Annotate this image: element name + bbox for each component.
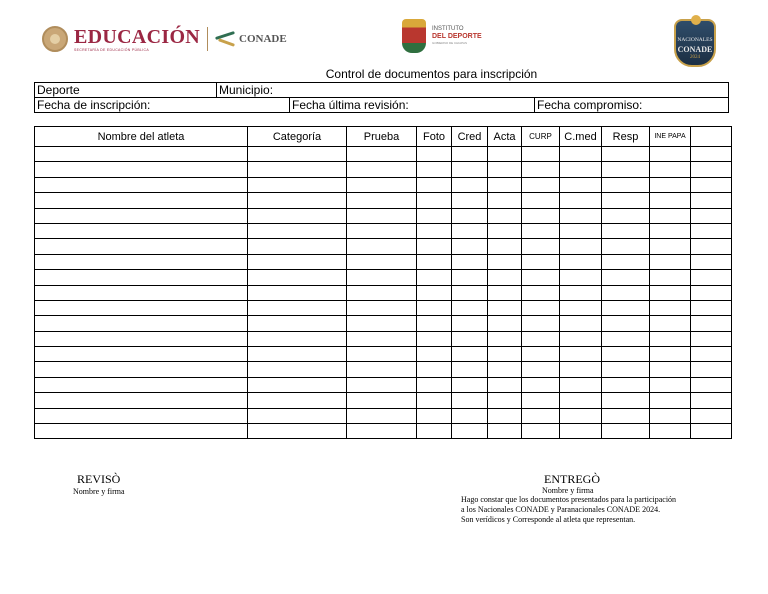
- table-cell[interactable]: [488, 362, 522, 377]
- table-row: [35, 162, 732, 177]
- table-cell[interactable]: [560, 254, 602, 269]
- table-cell[interactable]: [691, 331, 732, 346]
- table-cell[interactable]: [35, 316, 248, 331]
- declaration-line: a los Nacionales CONADE y Paranacionales CONADE 2024.: [461, 505, 661, 514]
- conade-icon: [215, 30, 237, 48]
- table-cell[interactable]: [248, 347, 347, 362]
- table-row: [35, 147, 732, 162]
- table-cell[interactable]: [452, 331, 488, 346]
- info-row-2: [34, 97, 729, 113]
- table-cell[interactable]: [602, 223, 650, 238]
- table-cell[interactable]: [560, 408, 602, 423]
- table-cell[interactable]: [488, 408, 522, 423]
- table-cell[interactable]: [452, 208, 488, 223]
- table-cell[interactable]: [602, 177, 650, 192]
- table-cell[interactable]: [248, 193, 347, 208]
- header-blank: [691, 127, 732, 147]
- table-cell[interactable]: [522, 377, 560, 392]
- table-cell[interactable]: [691, 177, 732, 192]
- table-cell[interactable]: [650, 147, 691, 162]
- table-cell[interactable]: [35, 270, 248, 285]
- conade-text: CONADE: [239, 33, 287, 45]
- table-cell[interactable]: [522, 239, 560, 254]
- table-body: [35, 147, 732, 439]
- table-cell[interactable]: [560, 347, 602, 362]
- table-cell[interactable]: [602, 347, 650, 362]
- nacionales-logo: [670, 17, 720, 71]
- educacion-subtitle: SECRETARÍA DE EDUCACIÓN PÚBLICA: [74, 47, 149, 52]
- educacion-logo: [42, 24, 287, 54]
- table-row: [35, 300, 732, 315]
- header-acta: Acta: [488, 127, 522, 147]
- table-cell[interactable]: [452, 223, 488, 238]
- table-cell[interactable]: [691, 270, 732, 285]
- table-cell[interactable]: [560, 316, 602, 331]
- entrego-signature-label: Nombre y firma: [542, 486, 594, 495]
- table-cell[interactable]: [248, 424, 347, 439]
- table-cell[interactable]: [488, 300, 522, 315]
- table-cell[interactable]: [522, 300, 560, 315]
- table-cell[interactable]: [452, 300, 488, 315]
- table-cell[interactable]: [488, 223, 522, 238]
- table-cell[interactable]: [650, 331, 691, 346]
- table-cell[interactable]: [691, 208, 732, 223]
- table-cell[interactable]: [488, 208, 522, 223]
- table-row: [35, 424, 732, 439]
- table-cell[interactable]: [650, 193, 691, 208]
- table-cell[interactable]: [560, 270, 602, 285]
- table-cell[interactable]: [650, 408, 691, 423]
- table-row: [35, 347, 732, 362]
- table-cell[interactable]: [452, 270, 488, 285]
- table-cell[interactable]: [417, 424, 452, 439]
- table-cell[interactable]: [417, 362, 452, 377]
- table-cell[interactable]: [602, 316, 650, 331]
- table-cell[interactable]: [560, 285, 602, 300]
- header-curp: CURP: [522, 127, 560, 147]
- table-cell[interactable]: [650, 347, 691, 362]
- table-cell[interactable]: [488, 254, 522, 269]
- table-cell[interactable]: [347, 377, 417, 392]
- table-cell[interactable]: [452, 424, 488, 439]
- table-cell[interactable]: [602, 331, 650, 346]
- table-cell[interactable]: [560, 177, 602, 192]
- table-cell[interactable]: [347, 424, 417, 439]
- table-cell[interactable]: [522, 285, 560, 300]
- table-cell[interactable]: [417, 239, 452, 254]
- header-resp: Resp: [602, 127, 650, 147]
- table-cell[interactable]: [560, 331, 602, 346]
- table-cell[interactable]: [248, 270, 347, 285]
- table-cell[interactable]: [691, 424, 732, 439]
- table-cell[interactable]: [417, 177, 452, 192]
- table-cell[interactable]: [35, 331, 248, 346]
- table-cell[interactable]: [691, 316, 732, 331]
- table-cell[interactable]: [522, 393, 560, 408]
- table-cell[interactable]: [417, 408, 452, 423]
- table-cell[interactable]: [35, 300, 248, 315]
- table-row: [35, 208, 732, 223]
- table-cell[interactable]: [347, 177, 417, 192]
- table-cell[interactable]: [522, 208, 560, 223]
- table-row: [35, 408, 732, 423]
- table-cell[interactable]: [347, 208, 417, 223]
- table-row: [35, 331, 732, 346]
- table-cell[interactable]: [522, 424, 560, 439]
- table-cell[interactable]: [522, 408, 560, 423]
- table-cell[interactable]: [488, 377, 522, 392]
- reviso-label: REVISÒ: [77, 472, 121, 486]
- table-cell[interactable]: [452, 408, 488, 423]
- table-cell[interactable]: [248, 316, 347, 331]
- table-cell[interactable]: [347, 239, 417, 254]
- table-cell[interactable]: [248, 177, 347, 192]
- table-cell[interactable]: [522, 347, 560, 362]
- table-cell[interactable]: [417, 331, 452, 346]
- table-cell[interactable]: [417, 270, 452, 285]
- info-row-1: [34, 82, 729, 98]
- instituto-line1: INSTITUTO: [432, 25, 464, 32]
- table-cell[interactable]: [602, 424, 650, 439]
- table-cell[interactable]: [248, 331, 347, 346]
- table-cell[interactable]: [417, 393, 452, 408]
- table-cell[interactable]: [248, 208, 347, 223]
- table-cell[interactable]: [417, 193, 452, 208]
- table-cell[interactable]: [602, 239, 650, 254]
- table-cell[interactable]: [35, 223, 248, 238]
- declaration-line: Hago constar que los documentos presentados para la participación: [461, 495, 677, 504]
- table-cell[interactable]: [691, 193, 732, 208]
- table-row: [35, 377, 732, 392]
- table-cell[interactable]: [650, 162, 691, 177]
- table-cell[interactable]: [488, 239, 522, 254]
- table-row: [35, 193, 732, 208]
- table-cell[interactable]: [417, 147, 452, 162]
- table-cell[interactable]: [560, 377, 602, 392]
- table-cell[interactable]: [691, 377, 732, 392]
- table-cell[interactable]: [522, 147, 560, 162]
- table-cell[interactable]: [35, 254, 248, 269]
- table-cell[interactable]: [488, 270, 522, 285]
- table-cell[interactable]: [488, 285, 522, 300]
- table-cell[interactable]: [691, 162, 732, 177]
- table-cell[interactable]: [602, 162, 650, 177]
- table-cell[interactable]: [522, 362, 560, 377]
- table-cell[interactable]: [35, 193, 248, 208]
- table-cell[interactable]: [452, 254, 488, 269]
- table-cell[interactable]: [560, 424, 602, 439]
- table-cell[interactable]: [248, 377, 347, 392]
- table-cell[interactable]: [560, 300, 602, 315]
- table-cell[interactable]: [602, 393, 650, 408]
- table-row: [35, 316, 732, 331]
- table-cell[interactable]: [452, 377, 488, 392]
- table-cell[interactable]: [560, 193, 602, 208]
- logo-divider: [207, 27, 208, 51]
- header-cred: Cred: [452, 127, 488, 147]
- table-cell[interactable]: [452, 285, 488, 300]
- table-cell[interactable]: [650, 208, 691, 223]
- table-cell[interactable]: [560, 223, 602, 238]
- table-cell[interactable]: [35, 393, 248, 408]
- table-cell[interactable]: [691, 393, 732, 408]
- table-cell[interactable]: [417, 254, 452, 269]
- table-cell[interactable]: [417, 300, 452, 315]
- instituto-line2: DEL DEPORTE: [432, 32, 482, 40]
- table-cell[interactable]: [347, 223, 417, 238]
- table-row: [35, 362, 732, 377]
- table-cell[interactable]: [347, 347, 417, 362]
- table-cell[interactable]: [560, 147, 602, 162]
- instituto-logo: [402, 19, 482, 53]
- educacion-title: EDUCACIÓN: [74, 25, 201, 48]
- table-cell[interactable]: [522, 316, 560, 331]
- table-cell[interactable]: [560, 239, 602, 254]
- table-cell[interactable]: [347, 147, 417, 162]
- table-cell[interactable]: [452, 162, 488, 177]
- table-cell[interactable]: [35, 408, 248, 423]
- header-prueba: Prueba: [347, 127, 417, 147]
- table-cell[interactable]: [347, 300, 417, 315]
- table-cell[interactable]: [560, 162, 602, 177]
- table-cell[interactable]: [417, 377, 452, 392]
- table-cell[interactable]: [522, 177, 560, 192]
- table-cell[interactable]: [452, 393, 488, 408]
- table-cell[interactable]: [452, 177, 488, 192]
- table-cell[interactable]: [522, 193, 560, 208]
- table-cell[interactable]: [347, 162, 417, 177]
- table-cell[interactable]: [347, 331, 417, 346]
- table-cell[interactable]: [248, 285, 347, 300]
- table-row: [35, 223, 732, 238]
- declaration-line: Son verídicos y Corresponde al atleta que representan.: [461, 515, 636, 524]
- table-cell[interactable]: [488, 177, 522, 192]
- fecha-compromiso-field[interactable]: Fecha compromiso:: [537, 98, 643, 112]
- table-row: [35, 254, 732, 269]
- table-row: [35, 393, 732, 408]
- table-cell[interactable]: [691, 223, 732, 238]
- table-cell[interactable]: [347, 316, 417, 331]
- table-cell[interactable]: [602, 408, 650, 423]
- table-cell[interactable]: [602, 285, 650, 300]
- table-cell[interactable]: [522, 223, 560, 238]
- table-cell[interactable]: [650, 377, 691, 392]
- table-cell[interactable]: [248, 300, 347, 315]
- table-cell[interactable]: [691, 362, 732, 377]
- table-cell[interactable]: [522, 254, 560, 269]
- table-row: [35, 177, 732, 192]
- table-cell[interactable]: [452, 362, 488, 377]
- table-cell[interactable]: [602, 362, 650, 377]
- table-cell[interactable]: [650, 300, 691, 315]
- table-cell[interactable]: [522, 270, 560, 285]
- table-cell[interactable]: [488, 331, 522, 346]
- declaration-text: [461, 495, 676, 525]
- nacionales-line1: NACIONALES: [677, 37, 713, 43]
- table-cell[interactable]: [560, 208, 602, 223]
- document-title: Control de documentos para inscripción: [325, 67, 538, 81]
- table-cell[interactable]: [35, 362, 248, 377]
- fecha-inscripcion-field[interactable]: Fecha de inscripción:: [35, 98, 290, 112]
- table-cell[interactable]: [248, 362, 347, 377]
- table-cell[interactable]: [347, 254, 417, 269]
- nacionales-line2: CONADE: [677, 45, 713, 54]
- table-cell[interactable]: [248, 223, 347, 238]
- table-cell[interactable]: [347, 393, 417, 408]
- table-cell[interactable]: [488, 393, 522, 408]
- table-cell[interactable]: [650, 239, 691, 254]
- table-cell[interactable]: [602, 147, 650, 162]
- table-cell[interactable]: [248, 239, 347, 254]
- table-cell[interactable]: [650, 424, 691, 439]
- table-cell[interactable]: [650, 270, 691, 285]
- table-cell[interactable]: [347, 408, 417, 423]
- header-nombre: Nombre del atleta: [35, 127, 248, 147]
- table-cell[interactable]: [650, 254, 691, 269]
- table-cell[interactable]: [417, 208, 452, 223]
- table-cell[interactable]: [35, 162, 248, 177]
- documents-table: [34, 126, 732, 439]
- table-row: [35, 270, 732, 285]
- header-categoria: Categoría: [248, 127, 347, 147]
- table-cell[interactable]: [452, 347, 488, 362]
- table-cell[interactable]: [691, 408, 732, 423]
- table-cell[interactable]: [691, 347, 732, 362]
- table-cell[interactable]: [347, 193, 417, 208]
- table-cell[interactable]: [488, 316, 522, 331]
- table-cell[interactable]: [650, 362, 691, 377]
- table-cell[interactable]: [522, 162, 560, 177]
- table-cell[interactable]: [452, 239, 488, 254]
- table-cell[interactable]: [602, 254, 650, 269]
- table-cell[interactable]: [35, 285, 248, 300]
- table-cell[interactable]: [417, 347, 452, 362]
- table-cell[interactable]: [650, 285, 691, 300]
- table-cell[interactable]: [35, 377, 248, 392]
- table-cell[interactable]: [35, 239, 248, 254]
- table-cell[interactable]: [560, 393, 602, 408]
- table-cell[interactable]: [452, 147, 488, 162]
- header-ine-papa: INE PAPA: [650, 127, 691, 147]
- table-cell[interactable]: [602, 377, 650, 392]
- table-cell[interactable]: [488, 147, 522, 162]
- table-cell[interactable]: [691, 147, 732, 162]
- table-cell[interactable]: [417, 285, 452, 300]
- table-cell[interactable]: [488, 193, 522, 208]
- fecha-ultima-revision-field[interactable]: Fecha última revisión:: [290, 98, 535, 112]
- deporte-field[interactable]: Deporte: [35, 83, 217, 97]
- nacionales-line3: 2024: [690, 55, 700, 60]
- table-cell[interactable]: [248, 408, 347, 423]
- table-cell[interactable]: [650, 393, 691, 408]
- table-cell[interactable]: [691, 285, 732, 300]
- table-cell[interactable]: [417, 316, 452, 331]
- table-cell[interactable]: [452, 316, 488, 331]
- table-cell[interactable]: [488, 347, 522, 362]
- table-cell[interactable]: [650, 223, 691, 238]
- table-cell[interactable]: [602, 300, 650, 315]
- table-cell[interactable]: [417, 162, 452, 177]
- table-cell[interactable]: [650, 177, 691, 192]
- table-cell[interactable]: [691, 300, 732, 315]
- table-cell[interactable]: [347, 362, 417, 377]
- table-row: [35, 239, 732, 254]
- table-cell[interactable]: [522, 331, 560, 346]
- table-cell[interactable]: [35, 347, 248, 362]
- table-cell[interactable]: [248, 254, 347, 269]
- table-cell[interactable]: [602, 208, 650, 223]
- table-cell[interactable]: [560, 362, 602, 377]
- table-cell[interactable]: [417, 223, 452, 238]
- table-cell[interactable]: [347, 285, 417, 300]
- municipio-field[interactable]: Municipio:: [219, 83, 274, 97]
- shield-icon: [402, 19, 426, 53]
- table-cell[interactable]: [35, 177, 248, 192]
- table-row: [35, 285, 732, 300]
- table-cell[interactable]: [650, 316, 691, 331]
- table-cell[interactable]: [602, 193, 650, 208]
- entrego-label: ENTREGÒ: [544, 472, 600, 486]
- table-cell[interactable]: [35, 424, 248, 439]
- table-cell[interactable]: [35, 147, 248, 162]
- table-cell[interactable]: [248, 393, 347, 408]
- table-cell[interactable]: [248, 162, 347, 177]
- table-cell[interactable]: [35, 208, 248, 223]
- table-cell[interactable]: [488, 162, 522, 177]
- table-cell[interactable]: [347, 270, 417, 285]
- table-cell[interactable]: [691, 254, 732, 269]
- header-cmed: C.med: [560, 127, 602, 147]
- header-foto: Foto: [417, 127, 452, 147]
- table-cell[interactable]: [691, 239, 732, 254]
- table-cell[interactable]: [452, 193, 488, 208]
- reviso-signature-label: Nombre y firma: [73, 487, 125, 496]
- instituto-line3: GOBIERNO DE CHIAPAS: [432, 40, 467, 45]
- table-cell[interactable]: [488, 424, 522, 439]
- seal-icon: [42, 26, 68, 52]
- table-header-row: [35, 127, 732, 147]
- table-cell[interactable]: [248, 147, 347, 162]
- table-cell[interactable]: [602, 270, 650, 285]
